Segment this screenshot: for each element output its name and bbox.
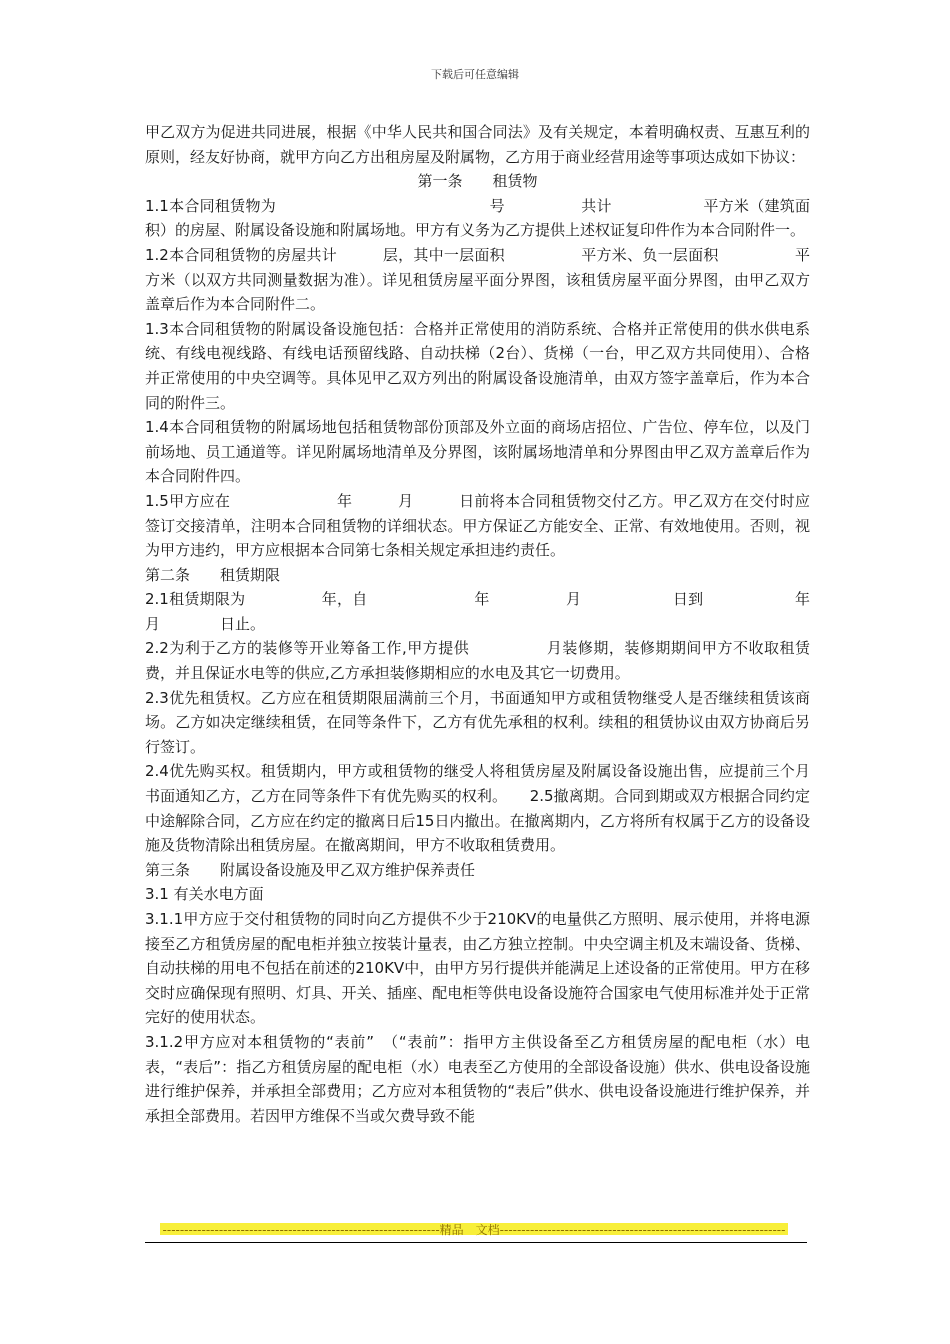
download-note: 下载后可任意编辑 bbox=[431, 68, 519, 81]
clause-2-2: 2.2为利于乙方的装修等开业筹备工作,甲方提供 月装修期，装修期期间甲方不收取租赁费，并且保证水电等的供应,乙方承担装修期相应的水电及其它一切费用。 bbox=[145, 639, 810, 683]
clause-1-5: 1.5甲方应在 年 月 日前将本合同租赁物交付乙方。甲乙双方在交付时应签订交接清单，注明本合同租赁物的详细状态。甲方保证乙方能安全、正常、有效地使用。否则，视为甲方违约，甲方应根据本合同第七条相关规定承担违约责任。 bbox=[145, 491, 810, 560]
article-1-heading: 第一条 租赁物 bbox=[417, 172, 538, 191]
clause-1-3: 1.3本合同租赁物的附属设备设施包括：合格并正常使用的消防系统、合格并正常使用的供水供电系统、有线电视线路、有线电话预留线路、自动扶梯（2台）、货梯（一台，甲乙双方共同使用）、合格并正常使用的中央空调等。具体见甲乙双方列出的附属设备设施清单，由双方签字盖章后，作为本合同的附件三。 bbox=[145, 319, 810, 412]
article-2-heading: 第二条 租赁期限 bbox=[145, 565, 281, 584]
clause-3-1: 3.1 有关水电方面 bbox=[145, 885, 264, 904]
clause-2-4: 2.4优先购买权。租赁期内，甲方或租赁物的继受人将租赁房屋及附属设备设施出售，应提前三个月书面通知乙方，乙方在同等条件下有优先购买的权利。 2.5撤离期。合同到期或双方根据合同约定中途解除合同，乙方应在约定的撤离日后15日内撤出。在撤离期内，乙方将所有权属于乙方的设备设施及货物清除出租赁房屋。在撤离期间，甲方不收取租赁费用。 bbox=[145, 762, 810, 855]
clause-2-3: 2.3优先租赁权。乙方应在租赁期限届满前三个月，书面通知甲方或租赁物继受人是否继续租赁该商场。乙方如决定继续租赁，在同等条件下，乙方有优先承租的权利。续租的租赁协议由双方协商后另行签订。 bbox=[145, 688, 810, 756]
contract-body bbox=[145, 120, 871, 1128]
bottom-rule bbox=[145, 1242, 807, 1243]
clause-3-1-1: 3.1.1甲方应于交付租赁物的同时向乙方提供不少于210KV的电量供乙方照明、展示使用，并将电源接至乙方租赁房屋的配电柜并独立按装计量表，由乙方独立控制。中央空调主机及末端设备、货梯、自动扶梯的用电不包括在前述的210KV中，由甲方另行提供并能满足上述设备的正常使用。甲方在移交时应确保现有照明、灯具、开关、插座、配电柜等供电设备设施符合国家电气使用标准并处于正常完好的使用状态。 bbox=[145, 910, 810, 1027]
clause-3-1-2: 3.1.2甲方应对本租赁物的“表前” （“表前”：指甲方主供设备至乙方租赁房屋的配电柜（水）电表，“表后”：指乙方租赁房屋的配电柜（水）电表至乙方使用的全部设备设施）供水、供电设备设施进行维护保养，并承担全部费用；乙方应对本租赁物的“表后”供水、供电设备设施进行维护保养，并承担全部费用。若因甲方维保不当或欠费导致不能 bbox=[145, 1032, 810, 1125]
footer-text: ----------------------------------------------------------------精品 文档------------------------------------------------------------------ bbox=[162, 1223, 786, 1237]
clause-1-4: 1.4本合同租赁物的附属场地包括租赁物部份顶部及外立面的商场店招位、广告位、停车位，以及门前场地、员工通道等。详见附属场地清单及分界图，该附属场地清单和分界图由甲乙双方盖章后作为本合同附件四。 bbox=[145, 418, 810, 486]
clause-1-1: 1.1本合同租赁物为 号 共计 平方米（建筑面积）的房屋、附属设备设施和附属场地。甲方有义务为乙方提供上述权证复印件作为本合同附件一。 bbox=[145, 196, 810, 240]
clause-1-2: 1.2本合同租赁物的房屋共计 层，其中一层面积 平方米、负一层面积 平方米（以双方共同测量数据为准）。详见租赁房屋平面分界图，该租赁房屋平面分界图，由甲乙双方盖章后作为本合同附件二。 bbox=[145, 245, 810, 314]
article-3-heading: 第三条 附属设备设施及甲乙双方维护保养责任 bbox=[145, 860, 476, 879]
intro-paragraph: 甲乙双方为促进共同进展，根据《中华人民共和国合同法》及有关规定，本着明确权责、互惠互利的原则，经友好协商，就甲方向乙方出租房屋及附属物，乙方用于商业经营用途等事项达成如下协议： bbox=[145, 123, 810, 166]
clause-2-1: 2.1租赁期限为 年，自 年 月 日到 年 月 日止。 bbox=[145, 590, 871, 633]
